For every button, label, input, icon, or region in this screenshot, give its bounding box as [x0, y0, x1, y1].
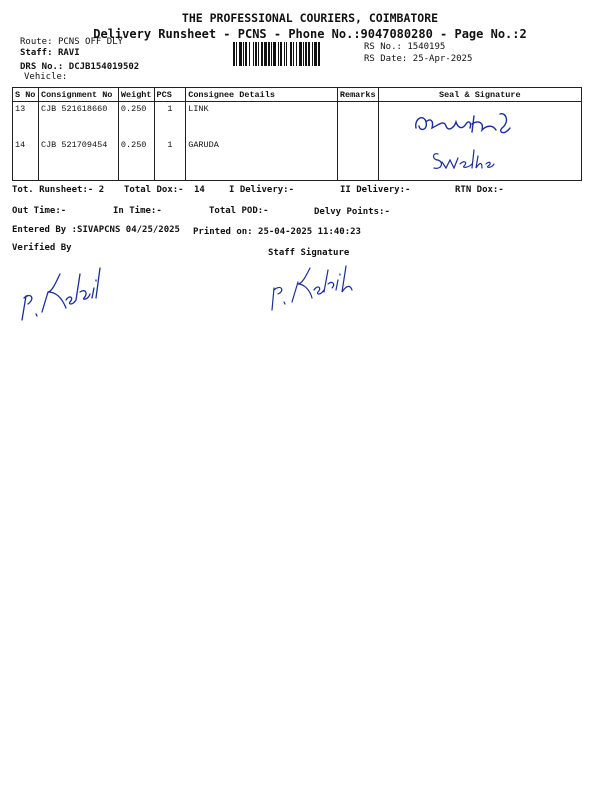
col-header-weight: Weight [118, 88, 154, 102]
staff-line [20, 48, 80, 58]
company-title: THE PROFESSIONAL COURIERS, COIMBATORE [181, 11, 439, 25]
total-pod: Total POD:- [209, 206, 269, 216]
ii-delivery: II Delivery:- [340, 185, 411, 195]
col-header-signature: Seal & Signature [378, 88, 581, 102]
delvy-points: Delvy Points:- [314, 207, 390, 217]
route-value: PCNS OFF DLY [57, 37, 123, 47]
cell-sno: 13 [13, 102, 39, 139]
signature-row-14 [428, 146, 498, 172]
rs-date-value: 25-Apr-2025 [412, 54, 473, 64]
cell-remarks [337, 102, 378, 139]
table-header-row [13, 88, 582, 102]
rs-no-label: RS No.: [364, 42, 402, 52]
drs-label: DRS No.: [20, 62, 64, 72]
staff-value: RAVI [57, 48, 80, 58]
col-header-pcs: PCS [154, 88, 186, 102]
i-delivery: I Delivery:- [229, 185, 295, 195]
total-dox-value: 14 [194, 185, 205, 195]
cell-consignee: GARUDA [186, 138, 338, 181]
cell-weight: 0.250 [118, 138, 154, 181]
drs-line [20, 62, 139, 72]
cell-consignment: CJB 521618660 [38, 102, 118, 139]
tot-runsheet: Tot. Runsheet:- 2 [12, 185, 105, 195]
staff-label: Staff: [20, 48, 53, 58]
printed-on: Printed on: 25-04-2025 11:40:23 [193, 227, 361, 237]
rtn-dox: RTN Dox:- [455, 185, 504, 195]
cell-sno: 14 [13, 138, 39, 181]
cell-pcs: 1 [154, 138, 186, 181]
signature-row-13 [410, 108, 520, 140]
cell-weight: 0.250 [118, 102, 154, 139]
rs-date-line [364, 54, 472, 64]
runsheet-subtitle: Delivery Runsheet - PCNS - Phone No.:9047080280 - Page No.:2 [93, 27, 527, 41]
entered-by: Entered By :SIVAPCNS 04/25/2025 [12, 225, 180, 235]
vehicle-label: Vehicle: [24, 72, 68, 82]
cell-consignee: LINK [186, 102, 338, 139]
staff-signature [268, 262, 360, 314]
rs-date-label: RS Date: [364, 54, 408, 64]
out-time: Out Time:- [12, 206, 67, 216]
in-time: In Time:- [113, 206, 162, 216]
verified-by-label: Verified By [12, 243, 72, 253]
cell-pcs: 1 [154, 102, 186, 139]
drs-value: DCJB154019502 [68, 62, 140, 72]
total-dox-label: Total Dox:- [124, 185, 184, 195]
col-header-sno: S No [13, 88, 39, 102]
barcode-image [233, 42, 357, 66]
col-header-consignment: Consignment No [38, 88, 118, 102]
rs-no-value: 1540195 [407, 42, 446, 52]
col-header-remarks: Remarks [337, 88, 378, 102]
route-label: Route: [20, 37, 53, 47]
verifier-signature [16, 262, 116, 324]
cell-remarks [337, 138, 378, 181]
route-line [20, 37, 123, 47]
col-header-consignee: Consignee Details [186, 88, 338, 102]
staff-signature-label: Staff Signature [268, 248, 350, 258]
cell-consignment: CJB 521709454 [38, 138, 118, 181]
rs-no-line [364, 42, 445, 52]
